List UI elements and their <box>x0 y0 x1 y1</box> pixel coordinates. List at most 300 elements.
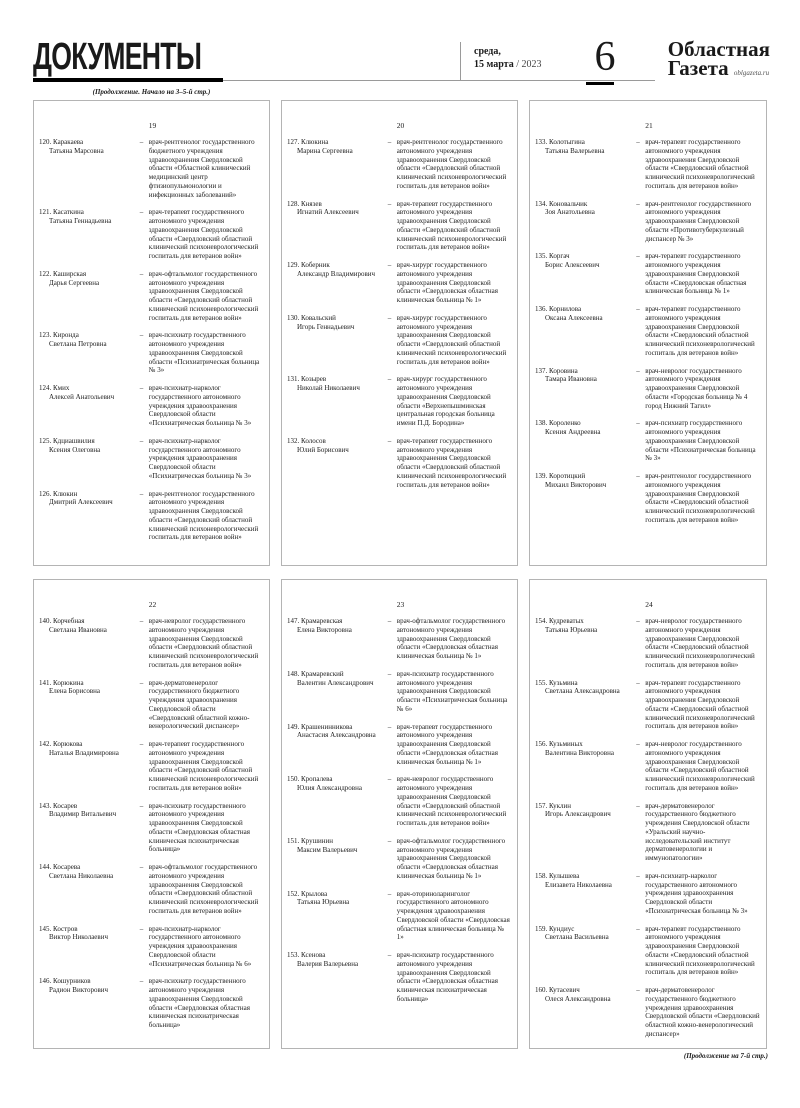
entry-position-text: врач-рентгенолог государственного бюджетного учреждения здравоохранения Свердловской области «Областной клинический медицинский центр фтизиопульмонологии и инфекционных заболеваний» <box>148 138 255 199</box>
entry-description <box>140 384 263 428</box>
doctor-entry <box>535 986 760 1039</box>
dash: – <box>139 384 144 392</box>
entry-surname-line <box>39 138 136 147</box>
section-title: ДОКУМЕНТЫ <box>33 36 202 78</box>
dash: – <box>387 836 392 845</box>
column-number: 24 <box>645 600 653 609</box>
doctor-entry <box>287 314 511 367</box>
header-rule <box>223 80 655 81</box>
logo-line2 <box>667 56 770 81</box>
doctor-entry <box>39 331 263 375</box>
doctor-entry <box>39 679 263 732</box>
entry-person <box>39 270 140 323</box>
entry-given-name: Татьяна Валерьевна <box>545 146 605 155</box>
entries-list <box>535 138 760 525</box>
entry-position-text: врач-хирург государственного автономного учреждения здравоохранения Свердловской области «Свердловская областная клиническая больница № 1» <box>396 261 498 304</box>
dash: – <box>636 199 640 208</box>
entry-surname-line <box>535 419 632 428</box>
entry-description <box>636 986 760 1039</box>
entry-surname: Каширская <box>53 269 87 278</box>
entry-number: 124. <box>39 384 52 392</box>
entry-surname-line <box>39 925 136 934</box>
entry-number: 133. <box>535 138 548 146</box>
entry-description <box>388 375 511 428</box>
doctor-entry <box>39 740 263 793</box>
doctor-entry <box>39 925 263 969</box>
entries-list <box>287 617 511 1004</box>
entry-given-name: Борис Алексеевич <box>545 261 600 269</box>
entry-person <box>39 331 140 375</box>
entry-number: 151. <box>287 836 300 845</box>
entry-surname: Корюкова <box>53 740 83 748</box>
entry-person <box>39 138 140 199</box>
entry-person <box>535 200 636 244</box>
entry-given-name: Валерия Валерьевна <box>297 959 359 968</box>
entry-given-name: Игорь Геннадьевич <box>297 322 355 331</box>
entry-given-name: Юлия Александровна <box>297 784 362 792</box>
entry-surname-line <box>39 679 136 688</box>
entry-surname-line <box>287 951 384 960</box>
entry-given-name: Алексей Анатольевич <box>49 392 115 401</box>
dash: – <box>139 977 144 986</box>
column-number: 20 <box>396 121 405 130</box>
continuation-note-bottom: (Продолжение на 7-й стр.) <box>683 1052 768 1060</box>
doctor-entry <box>287 951 511 1004</box>
entry-surname-line <box>287 138 384 147</box>
entry-surname-line <box>287 837 384 846</box>
entry-surname-line <box>287 723 384 732</box>
entry-number: 144. <box>39 863 52 871</box>
entry-surname: Коровина <box>549 366 578 375</box>
entry-surname: Крашенинникова <box>301 722 353 731</box>
entries-list <box>535 617 760 1039</box>
logo-word: Газета <box>667 56 729 81</box>
entry-given-name: Елена Викторовна <box>297 625 352 634</box>
entry-person <box>535 305 636 358</box>
entry-person <box>39 617 140 670</box>
entry-person <box>535 679 636 732</box>
entry-given-name: Елизавета Николаевна <box>545 880 612 889</box>
entry-description <box>636 617 760 670</box>
entry-number: 127. <box>287 138 300 146</box>
doctor-entry <box>287 138 511 191</box>
entry-description <box>636 200 760 244</box>
issue-date-year: / 2023 <box>516 58 542 70</box>
doctor-entry <box>535 472 760 525</box>
entry-surname-line <box>535 617 632 626</box>
entry-number: 141. <box>39 678 52 687</box>
entry-number: 143. <box>39 801 52 810</box>
dash: – <box>139 138 144 146</box>
entry-surname: Костров <box>53 924 78 933</box>
entry-position-text: врач-дерматовенеролог государственного бюджетного учреждения здравоохранения Свердловской области «Свердловский областной кожно-венерологический диспансер» <box>645 986 760 1038</box>
entry-position-text: врач-психиатр государственного автономного учреждения здравоохранения Свердловской области «Психиатрическая больница № 3» <box>645 419 756 463</box>
dash: – <box>636 419 640 428</box>
entry-number: 160. <box>535 986 548 994</box>
page-number: 6 <box>594 34 616 80</box>
entry-number: 139. <box>535 472 548 480</box>
entry-person <box>287 951 388 1004</box>
entries-list <box>287 138 511 489</box>
dash: – <box>636 740 640 748</box>
entry-surname: Крушинин <box>301 836 333 845</box>
entry-number: 158. <box>535 871 548 880</box>
entry-position-text: врач-психиатр-нарколог государственного автономного учреждения здравоохранения Свердловской области «Психиатрическая больница № 3» <box>148 384 252 427</box>
entry-given-name: Татьяна Марсовна <box>49 146 104 155</box>
dash: – <box>139 208 144 217</box>
entry-description <box>388 437 511 490</box>
entry-surname: Кутасевич <box>549 986 580 994</box>
entry-given-name: Валентин Александрович <box>297 678 374 687</box>
entry-person <box>39 925 140 969</box>
entry-given-name: Татьяна Юрьевна <box>545 625 598 634</box>
entry-person <box>535 252 636 296</box>
column-box-22 <box>33 579 270 1049</box>
entry-description <box>140 802 263 855</box>
entry-position-text: врач-психиатр государственного автономного учреждения здравоохранения Свердловской области «Свердловская областная клиническая психиатрическая больница» <box>396 951 498 1003</box>
entry-surname-line <box>39 740 136 749</box>
entry-number: 125. <box>39 436 52 445</box>
entry-surname-line <box>39 437 136 446</box>
entry-given-name: Елена Борисовна <box>49 687 101 696</box>
entry-surname-line <box>287 375 384 384</box>
dash: – <box>636 617 640 625</box>
entry-surname: Кулышева <box>549 871 580 880</box>
entry-surname: Коберник <box>301 261 330 269</box>
doctor-entry <box>39 270 263 323</box>
entry-given-name: Светлана Александровна <box>545 687 620 696</box>
entry-description <box>636 802 760 863</box>
dash: – <box>139 489 144 498</box>
entry-description <box>388 837 511 881</box>
entry-surname: Корнилова <box>549 305 582 313</box>
entry-person <box>287 261 388 305</box>
column-number: 23 <box>396 600 405 609</box>
entry-surname-line <box>39 270 136 279</box>
doctor-entry <box>39 977 263 1030</box>
entry-surname-line <box>535 472 632 481</box>
entry-surname: Крамаревский <box>301 669 344 678</box>
entry-surname: Ковальский <box>301 313 336 322</box>
entry-surname: Кропалева <box>301 775 333 784</box>
entry-description <box>140 740 263 793</box>
entry-position-text: врач-терапевт государственного автономного учреждения здравоохранения Свердловской области «Свердловская областная клиническая больница № 1» <box>645 252 747 296</box>
entry-description <box>636 305 760 358</box>
entry-position-text: врач-невролог государственного автономного учреждения здравоохранения Свердловской области «Свердловский областной клинический психоневрологический госпиталь для ветеранов войн» <box>645 617 755 669</box>
dash: – <box>636 472 640 480</box>
entry-surname-line <box>535 740 632 749</box>
entry-surname: Куклин <box>549 801 572 810</box>
entry-description <box>636 138 760 191</box>
issue-date-day: 15 марта <box>474 58 514 70</box>
dash: – <box>387 617 392 625</box>
entry-position-text: врач-офтальмолог государственного автономного учреждения здравоохранения Свердловской области «Свердловский областной клинический психоневрологический госпиталь для ветеранов войн» <box>148 269 259 322</box>
entry-person <box>535 925 636 978</box>
dash: – <box>387 775 392 784</box>
doctor-entry <box>535 252 760 296</box>
entry-person <box>39 208 140 261</box>
entry-description <box>636 419 760 463</box>
entry-surname: Корюкина <box>53 678 84 687</box>
entry-surname-line <box>287 670 384 679</box>
entry-given-name: Александр Владимирович <box>297 269 376 278</box>
entry-surname-line <box>287 437 384 446</box>
doctor-entry <box>535 925 760 978</box>
entry-number: 145. <box>39 924 52 933</box>
entry-position-text: врач-терапевт государственного автономного учреждения здравоохранения Свердловской области «Свердловский областной клинический психоневрологический госпиталь для ветеранов войн» <box>396 436 507 489</box>
entry-surname-line <box>535 986 632 995</box>
doctor-entry <box>39 384 263 428</box>
entry-given-name: Юлий Борисович <box>297 445 349 454</box>
entry-surname: Ксенова <box>301 951 326 959</box>
entry-number: 156. <box>535 740 548 748</box>
entry-given-name: Игнатий Алексеевич <box>297 208 359 217</box>
entry-position-text: врач-офтальмолог государственного автономного учреждения здравоохранения Свердловской области «Свердловская областная клиническая больница № 1» <box>396 836 506 880</box>
doctor-entry <box>287 723 511 767</box>
column-box-21 <box>529 100 767 566</box>
entry-person <box>287 138 388 191</box>
doctor-entry <box>287 437 511 490</box>
entry-surname-line <box>535 200 632 209</box>
entry-position-text: врач-терапевт государственного автономного учреждения здравоохранения Свердловской области «Свердловский областной клинический психоневрологический госпиталь для ветеранов войн» <box>645 924 755 977</box>
entry-position-text: врач-терапевт государственного автономного учреждения здравоохранения Свердловской области «Свердловский областной клинический психоневрологический госпиталь для ветеранов войн» <box>396 199 507 252</box>
title-underline <box>33 78 223 82</box>
entry-given-name: Светлана Васильевна <box>545 933 609 942</box>
entry-surname-line <box>39 863 136 872</box>
entry-given-name: Зоя Анатольевна <box>545 208 595 217</box>
entry-description <box>140 863 263 916</box>
dash: – <box>636 138 640 146</box>
entry-description <box>636 872 760 916</box>
dash: – <box>636 986 640 994</box>
entry-number: 138. <box>535 419 548 428</box>
dash: – <box>387 436 392 445</box>
entry-surname: Кузьминых <box>549 740 583 748</box>
entry-position-text: врач-оториноларинголог государственного автономного учреждения здравоохранения Свердловской области «Свердловская областная клиническая больница № 1» <box>396 889 510 942</box>
entry-description <box>140 208 263 261</box>
column-number: 21 <box>645 121 653 130</box>
entry-surname-line <box>535 802 632 811</box>
entry-surname: Колосов <box>301 436 326 445</box>
entry-surname-line <box>287 775 384 784</box>
newspaper-logo <box>667 37 770 81</box>
entry-surname: Кмих <box>53 384 70 392</box>
column-number: 19 <box>148 121 157 130</box>
entry-position-text: врач-психиатр-нарколог государственного автономного учреждения здравоохранения Свердловской области «Психиатрическая больница № 6» <box>148 924 252 968</box>
entry-surname: Князев <box>301 199 322 208</box>
logo-website: oblgazeta.ru <box>733 69 770 78</box>
entry-person <box>39 863 140 916</box>
entry-surname: Кдциашвилия <box>53 436 95 445</box>
entry-surname: Клюкин <box>53 489 78 498</box>
dash: – <box>139 436 144 445</box>
entry-person <box>287 617 388 661</box>
dash: – <box>139 617 144 625</box>
entry-description <box>388 261 511 305</box>
entry-number: 140. <box>39 617 52 625</box>
issue-date <box>474 46 542 71</box>
issue-date-weekday: среда, <box>474 46 501 57</box>
entry-description <box>140 925 263 969</box>
entry-given-name: Светлана Ивановна <box>49 625 107 634</box>
entry-number: 130. <box>287 313 300 322</box>
entry-person <box>39 679 140 732</box>
dash: – <box>636 366 640 375</box>
entry-number: 132. <box>287 436 300 445</box>
dash: – <box>387 375 392 384</box>
entry-person <box>287 314 388 367</box>
entry-position-text: врач-терапевт государственного автономного учреждения здравоохранения Свердловской области «Свердловский областной клинический психоневрологический госпиталь для ветеранов войн» <box>645 138 755 190</box>
entry-description <box>636 367 760 411</box>
dash: – <box>636 924 640 933</box>
entry-surname: Кудреватых <box>549 617 584 625</box>
entry-person <box>535 138 636 191</box>
entry-surname-line <box>39 490 136 499</box>
column-number: 22 <box>148 600 157 609</box>
entry-given-name: Виктор Николаевич <box>49 933 108 942</box>
page-header <box>33 36 770 88</box>
doctor-entry <box>39 437 263 481</box>
entry-person <box>535 617 636 670</box>
doctor-entry <box>535 740 760 793</box>
entry-person <box>39 740 140 793</box>
doctor-entry <box>535 305 760 358</box>
entry-description <box>388 314 511 367</box>
entry-person <box>39 977 140 1030</box>
doctor-entry <box>287 261 511 305</box>
entry-number: 135. <box>535 252 548 261</box>
entry-given-name: Игорь Александрович <box>545 810 611 819</box>
entry-description <box>140 437 263 481</box>
entry-person <box>287 723 388 767</box>
dash: – <box>139 678 144 687</box>
entry-description <box>388 775 511 828</box>
column-box-23 <box>281 579 518 1049</box>
entry-number: 146. <box>39 977 52 986</box>
entry-position-text: врач-невролог государственного автономного учреждения здравоохранения Свердловской области «Городская больница № 4 город Нижний Тагил» <box>645 366 748 410</box>
entry-description <box>636 925 760 978</box>
entry-number: 149. <box>287 722 300 731</box>
dash: – <box>139 269 144 278</box>
entry-surname: Козырев <box>301 375 327 384</box>
document-columns <box>33 100 768 1049</box>
doctor-entry <box>287 200 511 253</box>
entry-person <box>287 200 388 253</box>
entry-description <box>388 890 511 943</box>
entry-position-text: врач-терапевт государственного автономного учреждения здравоохранения Свердловской области «Свердловский областной клинический психоневрологический госпиталь для ветеранов войн» <box>645 678 755 731</box>
entry-surname-line <box>535 679 632 688</box>
issue-date-full <box>474 59 542 72</box>
entry-position-text: врач-рентгенолог государственного автономного учреждения здравоохранения Свердловской области «Противотуберкулезный диспансер № 3» <box>645 199 752 243</box>
entry-given-name: Анастасия Александровна <box>297 731 376 740</box>
entry-given-name: Тамара Ивановна <box>545 375 597 384</box>
entry-person <box>535 986 636 1039</box>
entry-number: 157. <box>535 801 548 810</box>
entry-position-text: врач-невролог государственного автономного учреждения здравоохранения Свердловской области «Свердловский областной клинический психоневрологический госпиталь для ветеранов войн» <box>645 740 755 792</box>
entry-surname: Клюкина <box>301 138 329 146</box>
entry-surname-line <box>39 331 136 340</box>
entry-person <box>287 670 388 714</box>
entry-surname-line <box>287 314 384 323</box>
entry-surname-line <box>39 802 136 811</box>
entry-surname: Колотыгина <box>549 138 585 146</box>
doctor-entry <box>535 802 760 863</box>
entry-position-text: врач-невролог государственного автономного учреждения здравоохранения Свердловской области «Свердловский областной клинический психоневрологический госпиталь для ветеранов войн» <box>396 775 507 827</box>
entry-surname: Корчебная <box>53 617 85 625</box>
entry-number: 131. <box>287 375 300 384</box>
entry-description <box>140 977 263 1030</box>
doctor-entry <box>287 837 511 881</box>
entry-description <box>140 679 263 732</box>
entry-surname: Крамаревская <box>301 617 343 625</box>
entry-given-name: Татьяна Юрьевна <box>297 898 350 907</box>
doctor-entry <box>287 890 511 943</box>
entry-surname-line <box>287 890 384 899</box>
entry-position-text: врач-рентгенолог государственного автономного учреждения здравоохранения Свердловской области «Свердловский областной клинический психоневрологический госпиталь для ветеранов войн» <box>645 472 755 524</box>
entry-person <box>39 437 140 481</box>
entry-surname-line <box>535 925 632 934</box>
doctor-entry <box>535 617 760 670</box>
entry-surname: Коновальчик <box>549 199 588 208</box>
entry-position-text: врач-невролог государственного автономного учреждения здравоохранения Свердловской области «Свердловский областной клинический психоневрологический госпиталь для ветеранов войн» <box>148 617 259 669</box>
header-divider <box>460 42 461 80</box>
entry-number: 137. <box>535 366 548 375</box>
entry-description <box>140 490 263 543</box>
entry-description <box>388 670 511 714</box>
entry-description <box>388 723 511 767</box>
entry-description <box>140 138 263 199</box>
doctor-entry <box>39 490 263 543</box>
dash: – <box>387 669 392 678</box>
entry-given-name: Максим Валерьевич <box>297 845 358 854</box>
entry-number: 154. <box>535 617 548 625</box>
dash: – <box>387 889 392 898</box>
doctor-entry <box>39 863 263 916</box>
entry-person <box>287 437 388 490</box>
dash: – <box>139 331 144 340</box>
entry-description <box>140 617 263 670</box>
entry-given-name: Олеся Александровна <box>545 994 611 1003</box>
entry-person <box>287 775 388 828</box>
doctor-entry <box>535 367 760 411</box>
entry-position-text: врач-хирург государственного автономного учреждения здравоохранения Свердловской области «Верхнепышминская центральная городская больница имени П.Д. Бородина» <box>396 375 495 427</box>
doctor-entry <box>287 617 511 661</box>
entry-person <box>39 384 140 428</box>
dash: – <box>387 199 392 208</box>
entry-given-name: Валентина Викторовна <box>545 748 614 757</box>
entry-given-name: Николай Николаевич <box>297 384 360 392</box>
entry-position-text: врач-психиатр государственного автономного учреждения здравоохранения Свердловской области «Психиатрическая больница № 3» <box>148 331 260 375</box>
entry-surname: Кундиус <box>549 924 575 933</box>
entry-position-text: врач-психиатр-нарколог государственного автономного учреждения здравоохранения Свердловской области «Психиатрическая больница № 3» <box>148 436 252 480</box>
entry-surname-line <box>287 617 384 626</box>
entry-number: 153. <box>287 951 300 959</box>
entry-position-text: врач-психиатр-нарколог государственного автономного учреждения здравоохранения Свердловской области «Психиатрическая больница № 3» <box>645 871 748 915</box>
entry-surname-line <box>39 208 136 217</box>
entry-surname: Каракаева <box>53 138 84 146</box>
entry-surname: Киронда <box>53 331 79 340</box>
doctor-entry <box>535 419 760 463</box>
entry-number: 120. <box>39 138 52 146</box>
doctor-entry <box>39 617 263 670</box>
entry-person <box>287 375 388 428</box>
entry-given-name: Татьяна Геннадьевна <box>49 217 112 225</box>
entry-number: 155. <box>535 678 548 687</box>
doctor-entry <box>287 375 511 428</box>
entry-number: 147. <box>287 617 300 625</box>
entry-person <box>287 890 388 943</box>
entry-person <box>287 837 388 881</box>
